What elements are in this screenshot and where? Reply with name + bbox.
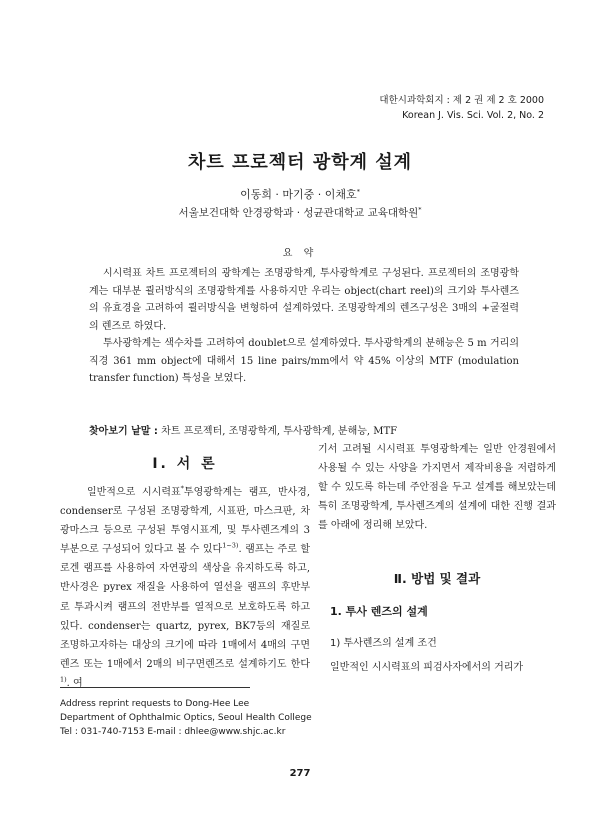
citation-1: 1) <box>60 675 67 684</box>
section-1-heading: Ⅰ. 서 론 <box>152 456 218 472</box>
affiliations <box>0 205 600 220</box>
abstract-paragraph-2: 투사광학계는 색수차를 고려하여 doublet으로 설계하였다. 투사광학계의 분해능은 5 m 거리의 직경 361 mm object에 대해서 15 line pairs/mm에서 약 45% 이상의 MTF (modulation transfer function) 특성을 보였다. <box>89 338 519 384</box>
page-number: 277 <box>289 768 311 779</box>
sub-subsection-heading: 1) 투사렌즈의 설계 조건 <box>330 638 437 649</box>
author-list <box>0 186 600 202</box>
section-2-text: 일반적인 시시력표의 피검사자에서의 거리가 <box>330 662 524 673</box>
section-2-heading: Ⅱ. 방법 및 결과 <box>393 571 481 586</box>
journal-citation-korean: 대한시과학회지 : 제 2 권 제 2 호 2000 <box>379 95 544 106</box>
subsection-heading: 1. 투사 렌즈의 설계 <box>330 605 428 618</box>
affiliation-mark: * <box>418 205 422 214</box>
citation-1-3: 1~3) <box>222 541 239 550</box>
footnote-divider <box>60 687 250 688</box>
affiliation-text: 서울보건대학 안경광학과 · 성균관대학교 교육대학원 <box>178 207 419 219</box>
abstract-body <box>89 265 519 388</box>
keywords-label: 찾아보기 낱말 : <box>89 426 158 437</box>
intro-paragraph <box>60 483 310 693</box>
intro-text-b: 투영광학계는 램프, 반사경, condenser로 구성된 조명광학계, 시표판, 마스크판, 차광마스크 등으로 구성된 투영시표계, 및 투사렌즈계의 3부분으로 구성되어 있다고 볼 수 있다 <box>60 487 311 556</box>
intro-text-a: 일반적으로 시시력표 <box>86 487 181 498</box>
abstract-paragraph-1: 시시력표 차트 프로젝터의 광학계는 조명광학계, 투사광학계로 구성된다. 프로젝터의 조명광학계는 대부분 쾰러방식의 조명광학계를 사용하지만 우리는 object(chart reel)의 크기와 투사렌즈의 유효경을 고려하여 쾰러방식을 변형하여 설계하였다. 조명광학계의 렌즈구성은 3매의 +굴절력의 렌즈로 하였다. <box>89 268 519 332</box>
keywords-text: 차트 프로젝터, 조명광학계, 투사광학계, 분해능, MTF <box>161 426 398 437</box>
keywords <box>89 422 529 437</box>
footnote-line-3: Tel : 031-740-7153 E-mail : dhlee@www.shjc.ac.kr <box>60 727 286 737</box>
footnote <box>60 697 312 739</box>
footnote-line-2: Department of Ophthalmic Optics, Seoul Health College <box>60 713 312 723</box>
journal-header <box>379 93 544 123</box>
intro-continuation: 기서 고려될 시시력표 투영광학계는 일반 안경원에서 사용될 수 있는 사양을 가지면서 제작비용을 저렴하게 할 수 있도록 하는데 주안점을 두고 설계를 해보았는데 특히 조명광학계, 투사렌즈계의 설계에 대한 진행 결과를 아래에 정리해 보았다. <box>318 444 556 532</box>
author-names: 이동희 · 마기중 · 이채호 <box>240 188 357 201</box>
intro-text-d: . 여 <box>66 677 83 689</box>
abstract-heading: 요 약 <box>282 248 318 259</box>
journal-citation-english: Korean J. Vis. Sci. Vol. 2, No. 2 <box>402 110 544 121</box>
author-mark: * <box>356 187 360 196</box>
left-column <box>60 483 310 693</box>
footnote-line-1: Address reprint requests to Dong-Hee Lee <box>60 699 250 709</box>
paper-title: 차트 프로젝터 광학계 설계 <box>187 152 413 173</box>
intro-star: * <box>180 484 184 493</box>
intro-text-c: . 램프는 주로 할로겐 램프를 사용하여 자연광의 색상을 유지하도록 하고, 반사경은 pyrex 재질을 사용하여 열선을 램프의 후반부로 투과시켜 램프의 전반부를 열적으로 보호하도록 하고 있다. condenser는 quartz, pyrex, BK7등의 재질로 조명하고자하는 대상의 크기에 따라 1매에서 4매의 구면렌즈 또는 1매에서 2매의 비구면렌즈로 설계하기도 한다 <box>60 544 310 670</box>
right-column <box>318 440 556 535</box>
